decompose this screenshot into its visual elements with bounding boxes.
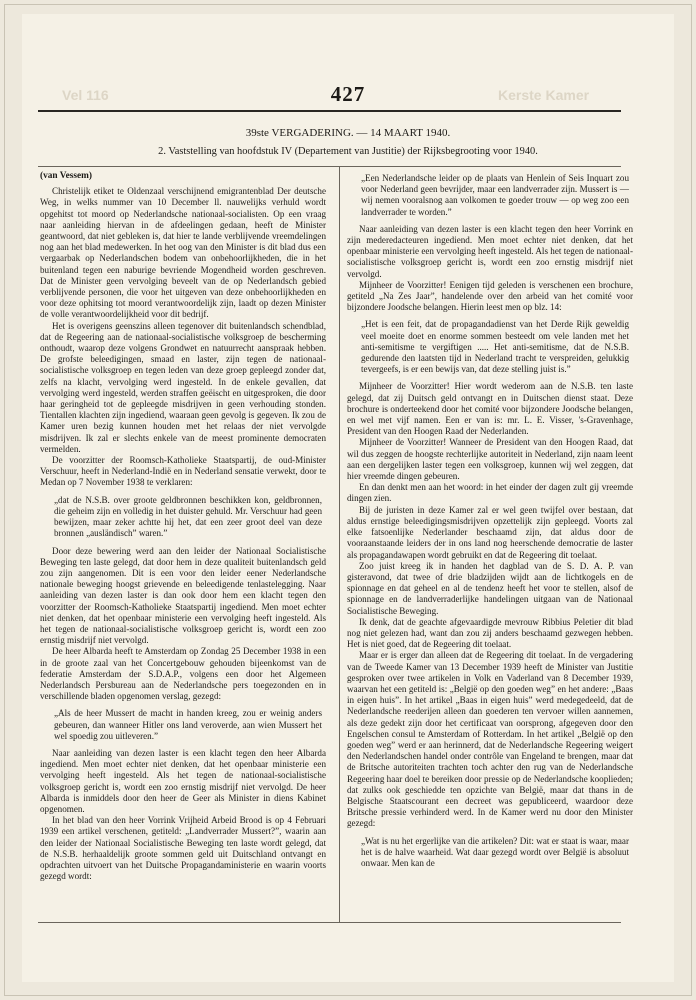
paragraph: Naar aanleiding van dezen laster is een klacht tegen den heer Vorrink en zijn mederedacteuren ingediend. Men moet echter niet denken, dat het openbaar ministerie een vervolging heeft ingesteld. Als het tegen de nationaal-socialistische volksgroep gericht is, wordt een zoo ernstig misdrijf niet vervolgd. xyxy=(347,223,633,279)
page-number: 427 xyxy=(330,82,366,106)
right-column xyxy=(347,171,633,875)
column-divider xyxy=(339,166,340,922)
left-column xyxy=(40,171,326,882)
paragraph: Mijnheer de Voorzitter! Wanneer de President van den Hoogen Raad, dat wil dus zeggen de hoogste rechterlijke autoriteit in Nederland, zijn naam leent aan een dergelijken laster tegen een volksgroep, kunnen wij wel zeggen, dat hier vreemde dingen gebeuren. xyxy=(347,437,633,482)
bottom-column-rule xyxy=(38,922,621,923)
paragraph: Door deze bewering werd aan den leider der Nationaal Socialistische Beweging ten laste gelegd, dat door hem in deze qualiteit buitenlandsch geld zou zijn aangenomen. Dit is een voor den leider eener Nederlandsche nationale beweging hoogst grievende en beleedigende tenlastelegging. Naar aanleiding van dezen laster is dan ook door hem een klacht tegen den voorzitter der Roomsch-Katholieke Staatspartij ingediend. Men moet echter niet denken, dat het openbaar ministerie een vervolging heeft ingesteld. Als het tegen de nationaal-socialistische volksgroep gericht is, wordt een zoo ernstig misdrijf niet vervolgd. xyxy=(40,545,326,646)
header-rule xyxy=(38,110,621,112)
paragraph: In het blad van den heer Vorrink Vrijheid Arbeid Brood is op 4 Februari 1939 een artikel verschenen, getiteld: „Landverrader Mussert?”, waarin aan den leider der Nationaal Socialistische Beweging ten laste wordt gelegd, dat de N.S.B. herhaaldelijk groote sommen geld uit Duitschland ontvangt en opdrachten uitvoert van het Duitsche Propagandaministerie en waarin voorts gezegd wordt: xyxy=(40,815,326,882)
paragraph: En dan denkt men aan het woord: in het einder der dagen zult gij vreemde dingen zien. xyxy=(347,482,633,504)
paragraph: Maar er is erger dan alleen dat de Regeering dit toelaat. In de vergadering van de Tweede Kamer van 13 December 1939 heeft de Minister van Justitie gesproken over twee artikelen in Volk en Vaderland van 8 December 1939, waarvan het een getiteld is: „België op den goeden weg” en het andere: „Baas in eigen huis”. In het artikel „Baas in eigen huis” werd medegedeeld, dat de Nederlandsche reederijen alleen dan goederen ten vervoer willen aannemen, als deze gedekt zijn door het certificaat van oorsprong, afgegeven door den Engelschen consul te Amsterdam of Rotterdam. In het artikel „België op den goeden weg” werd er aan herinnerd, dat de Nederlandsche Regeering weigert den Nederlandschen handel onder contrôle van Engeland te brengen, maar dat de Britsche autoriteiten trachten toch achter den rug van de Nederlandsche Regeering haar doel te bereiken door pressie op de Nederlandsche kooplieden; dat zulks ook geschiedde ten opzichte van België, maar dat thans in de Belgische Staatscourant een decreet was gepubliceerd, waardoor deze Britsche pressie verhinderd werd. In de Kamer werd nu door den Minister gezegd: xyxy=(347,650,633,829)
paragraph: Christelijk etiket te Oldenzaal verschijnend emigrantenblad Der deutsche Weg, in welks nummer van 10 December ll. nauwelijks verhuld wordt opgehitst tot moord op Nederlandsche nationaal-socialisten. Op een vraag naar aanleiding hiervan in de afdeelingen gedaan, heeft de Minister geantwoord, dat niet gebleken is, dat hier te lande verblijvende vreemdelingen nog aan het blad medewerken. In het oog van den Minister is dit blad dus een vergaarbak op Nederlandschen bodem van onbehoorlijkheden, die in het buitenland tegen een naburige bevriende Mogendheid worden geschreven. Dat de Minister geen vervolging beveelt van de op Nederlandsch gebied verblijvende personen, die voor het uitgeven van deze onbehoorlijkheden en voor deze ophitsing tot moord verantwoordelijk zijn, laadt op dezen Minister de volle verantwoordelijkheid voor dit bedrijf. xyxy=(40,186,326,320)
ghost-header-left: Vel 116 xyxy=(62,87,109,103)
speaker-name: (van Vessem) xyxy=(40,171,92,181)
paragraph: Mijnheer de Voorzitter! Hier wordt wederom aan de N.S.B. ten laste gelegd, dat zij Duitsch geld ontvangt en in Duitschen dienst staat. Deze brochure is onderteekend door het comité voor bijzondere Joodsche belangen, en wel met vijf namen. Een er van is: mr. L. E. Visser, 's-Gravenhage, President van den Hoogen Raad der Nederlanden. xyxy=(347,381,633,437)
paragraph: Mijnheer de Voorzitter! Eenigen tijd geleden is verschenen een brochure, getiteld „Na Zes Jaar”, handelende over den arbeid van het comité voor bijzondere Joodsche belangen. Hierin leest men op blz. 14: xyxy=(347,279,633,313)
paragraph: Het is overigens geenszins alleen tegenover dit buitenlandsch schendblad, dat de Regeering aan de nationaal-socialistische volksgroep de bescherming onthoudt, waarop deze volgens Grondwet en natuurrecht aanspraak hebben. De grofste beleedigingen, smaad en laster, zijn tegen de nationaal-socialistische volksgroep en tegen leden van deze groep gepleegd zonder dat, zelfs na klacht, vervolging werd ingesteld. In de enkele gevallen, dat vervolging werd ingesteld, werden straffen geëischt en uitgesproken, die door haar geringheid tot de gepleegde misdrijven in geen verhouding stonden. Tientallen klachten zijn ingediend, waaraan geen gevolg is gegeven. Ik zou de Kamer uren bezig kunnen houden met het relaas der niet vervolgde misdrijven. Ik zal er slechts enkele van de meest prominente democraten vermelden. xyxy=(40,320,326,454)
quotation: „Als de heer Mussert de macht in handen kreeg, zou er weinig anders gebeuren, dan wanneer Hitler ons land veroverde, aan wien Mussert het wel spoedig zou uitleveren.” xyxy=(54,708,322,741)
paragraph: Ik denk, dat de geachte afgevaardigde mevrouw Ribbius Peletier dit blad nog niet gelezen had, want dan zou zij anders beschaamd gezwegen hebben. Het is niet goed, dat de Regeering dit toelaat. xyxy=(347,616,633,650)
quotation: „Een Nederlandsche leider op de plaats van Henlein of Seis Inquart zou voor Nederland geen bevrijder, maar een landverrader zijn. Mussert is — wij nemen vooralsnog aan volkomen te goeder trouw — op weg zoo een landverrader te worden.” xyxy=(361,173,629,217)
subject-line: 2. Vaststelling van hoofdstuk IV (Departement van Justitie) der Rijksbegrooting voor 1940. xyxy=(158,146,538,157)
quotation: „Wat is nu het ergerlijke van die artikelen? Dit: wat er staat is waar, maar het is de halve waarheid. Wat daar gezegd wordt over België is absoluut onwaar. Men kan de xyxy=(361,835,629,868)
paragraph: Naar aanleiding van dezen laster is een klacht tegen den heer Albarda ingediend. Men moet echter niet denken, dat het openbaar ministerie een vervolging heeft ingesteld. Als het tegen de nationaal-socialistische volksgroep gericht is, wordt een zoo ernstig misdrijf niet vervolgd. De heer Albarda is inmiddels door den heer de Geer als Minister in diens Kabinet opgenomen. xyxy=(40,747,326,814)
quotation: „Het is een feit, dat de propagandadienst van het Derde Rijk geweldig veel moeite doet en enorme sommen besteedt om vele landen met het anti-semitisme te vergiftigen ..... Het anti-semitisme, dat de N.S.B. gedurende den laatsten tijd in Nederland tracht te verspreiden, gelukkig tevergeefs, is er een bewijs van, dat deze stelling juist is.” xyxy=(361,319,629,375)
session-line: 39ste VERGADERING. — 14 MAART 1940. xyxy=(245,127,451,139)
paragraph: De voorzitter der Roomsch-Katholieke Staatspartij, de oud-Minister Verschuur, heeft in Nederland-Indië en in Nederland sensatie verwekt, door te Medan op 7 November 1938 te verklaren: xyxy=(40,455,326,488)
top-column-rule xyxy=(38,166,621,167)
paragraph: Bij de juristen in deze Kamer zal er wel geen twijfel over bestaan, dat aldus ernstige beleedigingsmisdrijven opzettelijk zijn gepleegd. Voorts zal elke fatsoenlijke Nederlander beschaamd zijn, dat aldus door de vooraanstaande leiders der in ons land nog heerschende democratie de laster als propagandawapen wordt gebruikt en dat de Regeering dit toelaat. xyxy=(347,504,633,560)
paragraph: Zoo juist kreeg ik in handen het dagblad van de S. D. A. P. van gisteravond, dat twee of drie bladzijden wijdt aan de lichtkogels en de spionnage en dat geheel en al de tendenz heeft het voor te stellen, alsof de spionnage en de landverraderlijke handelingen uitgaan van de Nationaal Socialistische Beweging. xyxy=(347,560,633,616)
ghost-header-right: Kerste Kamer xyxy=(498,87,590,103)
quotation: „dat de N.S.B. over groote geldbronnen beschikken kon, geldbronnen, die geheim zijn en volledig in het duister gehuld. Mr. Verschuur had geen bewijzen, maar zeker achtte hij het, dat een zeer groot deel van deze bronnen „ausländisch” waren.” xyxy=(54,494,322,539)
paragraph: De heer Albarda heeft te Amsterdam op Zondag 25 December 1938 in een in de groote zaal van het Concertgebouw gehouden bijeenkomst van de federatie Amsterdam der S.D.A.P., volgens een door het Algemeen Nederlandsch Persbureau aan de Nederlandsche pers toegezonden en in verschillende bladen opgenomen verslag, gezegd: xyxy=(40,646,326,702)
